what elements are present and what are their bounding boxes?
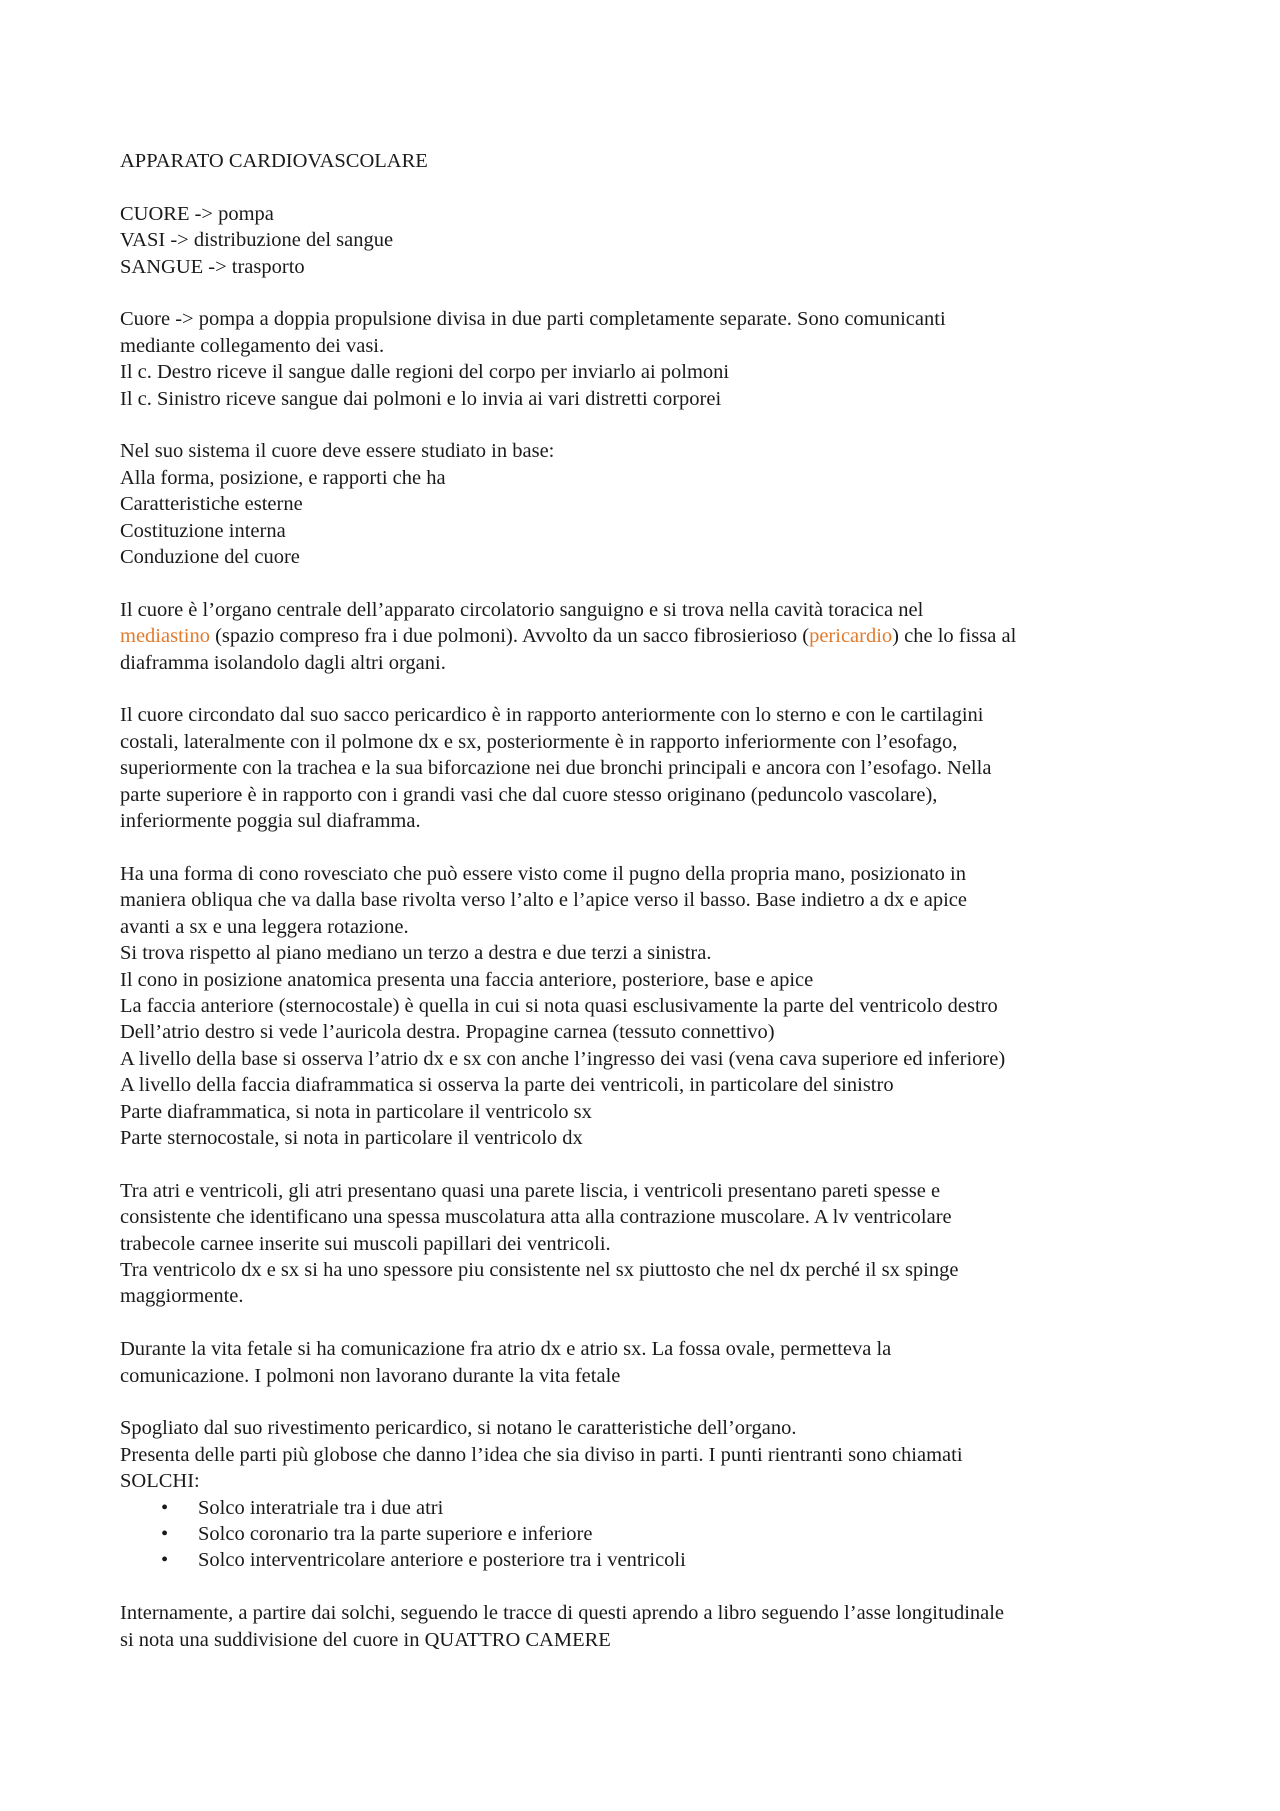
text-line: Il c. Destro riceve il sangue dalle regioni del corpo per inviarlo ai polmoni [120,361,730,384]
text-line: Tra atri e ventricoli, gli atri presentano quasi una parete liscia, i ventricoli presentano pareti spesse e [120,1179,941,1202]
text-line: Il cuore è l’organo centrale dell’apparato circolatorio sanguigno e si trova nella cavità toracica nel [120,598,924,621]
text-line: Durante la vita fetale si ha comunicazione fra atrio dx e atrio sx. La fossa ovale, permetteva la [120,1338,892,1361]
intro-list [120,201,1180,280]
text-line: Spogliato dal suo rivestimento pericardico, si notano le caratteristiche dell’organo. [120,1417,797,1440]
list-item-text: Solco interatriale tra i due atri [198,1496,444,1519]
text-line: Ha una forma di cono rovesciato che può essere visto come il pugno della propria mano, posizionato in [120,862,966,885]
paragraph-chambers [120,1600,1180,1653]
solchi-list [120,1495,1180,1574]
text-segment: ) che lo fissa al [892,625,1017,648]
document-title-block [120,148,1180,174]
text-line: si nota una suddivisione del cuore in QUATTRO CAMERE [120,1628,611,1651]
paragraph-walls [120,1178,1180,1310]
text-line: Parte diaframmatica, si nota in particolare il ventricolo sx [120,1100,592,1123]
paragraph-location [120,597,1180,676]
list-item [120,1547,1180,1573]
term-pericardio: pericardio [809,625,893,648]
text-line-with-terms [120,623,1180,649]
text-line: costali, lateralmente con il polmone dx e sx, posteriormente è in rapporto inferiormente con l’esofago, [120,730,958,753]
text-line: A livello della faccia diaframmatica si osserva la parte dei ventricoli, in particolare del sinistro [120,1074,894,1097]
text-line: Alla forma, posizione, e rapporti che ha [120,466,446,489]
text-line: Il cuore circondato dal suo sacco pericardico è in rapporto anteriormente con lo sterno e con le cartilagini [120,704,984,727]
text-line: maggiormente. [120,1285,244,1308]
text-line: Il c. Sinistro riceve sangue dai polmoni e lo invia ai vari distretti corporei [120,387,722,410]
text-line: maniera obliqua che va dalla base rivolta verso l’alto e l’apice verso il basso. Base indietro a dx e apice [120,889,968,912]
bullet-icon: • [161,1496,169,1519]
text-line: diaframma isolandolo dagli altri organi. [120,651,446,674]
text-line: comunicazione. I polmoni non lavorano durante la vita fetale [120,1364,621,1387]
text-line: trabecole carnee inserite sui muscoli papillari dei ventricoli. [120,1232,611,1255]
text-line: A livello della base si osserva l’atrio dx e sx con anche l’ingresso dei vasi (vena cava superiore ed inferiore) [120,1047,1006,1070]
text-line: superiormente con la trachea e la sua biforcazione nei due bronchi principali e ancora con l’esofago. Nella [120,757,992,780]
text-line: Caratteristiche esterne [120,493,303,516]
text-line: avanti a sx e una leggera rotazione. [120,915,409,938]
bullet-icon: • [161,1522,169,1545]
paragraph-pump [120,306,1180,412]
text-line: inferiormente poggia sul diaframma. [120,810,421,833]
text-line: Si trova rispetto al piano mediano un terzo a destra e due terzi a sinistra. [120,942,712,965]
text-line: Presenta delle parti più globose che danno l’idea che sia diviso in parti. I punti rientranti sono chiamati [120,1443,963,1466]
text-line: mediante collegamento dei vasi. [120,334,385,357]
text-line: Dell’atrio destro si vede l’auricola destra. Propagine carnea (tessuto connettivo) [120,1021,775,1044]
paragraph-fetal [120,1336,1180,1389]
paragraph-solchi [120,1415,1180,1573]
list-item-text: Solco interventricolare anteriore e posteriore tra i ventricoli [198,1549,686,1572]
document-page [120,148,1180,1679]
intro-line: VASI -> distribuzione del sangue [120,229,394,252]
intro-line: CUORE -> pompa [120,202,274,225]
text-line: Nel suo sistema il cuore deve essere studiato in base: [120,440,555,463]
text-line: Cuore -> pompa a doppia propulsione divisa in due parti completamente separate. Sono comunicanti [120,308,946,331]
text-line: Internamente, a partire dai solchi, seguendo le tracce di questi aprendo a libro seguendo l’asse longitudinale [120,1602,1005,1625]
paragraph-relations [120,702,1180,834]
text-line: SOLCHI: [120,1470,200,1493]
document-title: APPARATO CARDIOVASCOLARE [120,150,428,172]
bullet-icon: • [161,1549,169,1572]
intro-line: SANGUE -> trasporto [120,255,305,278]
text-line: Parte sternocostale, si nota in particolare il ventricolo dx [120,1126,583,1149]
term-mediastino: mediastino [120,625,210,648]
text-line: La faccia anteriore (sternocostale) è quella in cui si nota quasi esclusivamente la parte del ventricolo destro [120,994,998,1017]
list-item [120,1521,1180,1547]
text-line: consistente che identificano una spessa muscolatura atta alla contrazione muscolare. A lv ventricolare [120,1206,952,1229]
list-item [120,1495,1180,1521]
text-line: Conduzione del cuore [120,546,300,569]
paragraph-shape [120,861,1180,1151]
text-line: Tra ventricolo dx e sx si ha uno spessore piu consistente nel sx piuttosto che nel dx perché il sx spinge [120,1258,959,1281]
text-segment: (spazio compreso fra i due polmoni). Avvolto da un sacco fibrosierioso ( [209,625,810,648]
text-line: parte superiore è in rapporto con i grandi vasi che dal cuore stesso originano (peduncolo vascolare), [120,783,938,806]
list-item-text: Solco coronario tra la parte superiore e inferiore [198,1522,593,1545]
paragraph-study-topics [120,438,1180,570]
text-line: Il cono in posizione anatomica presenta una faccia anteriore, posteriore, base e apice [120,968,814,991]
text-line: Costituzione interna [120,519,286,542]
